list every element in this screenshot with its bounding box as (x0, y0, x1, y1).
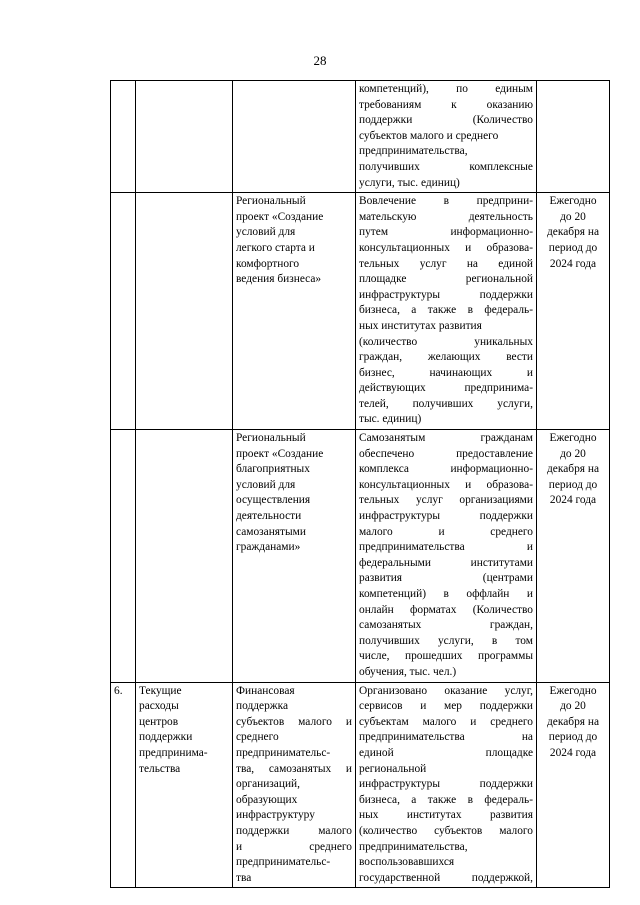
project-line: тва, самозанятых и (236, 762, 352, 775)
result-line: требованиям к оказанию (359, 98, 533, 111)
term-line: декабря на (547, 715, 599, 728)
result-line: тельных услуг на единой (359, 257, 533, 270)
result-line: (количество субъектов малого (359, 824, 533, 837)
project-line: условий для (236, 226, 296, 239)
project-line: Региональный (236, 432, 306, 445)
result-line: тыс. единиц) (359, 413, 422, 426)
project-line: благоприятных (236, 463, 310, 476)
table-row (111, 193, 610, 430)
result-line: предпринимательства и (359, 541, 533, 554)
term-cell (537, 193, 610, 430)
term-line: Ежегодно (549, 684, 597, 697)
table-row (111, 430, 610, 683)
project-cell (233, 430, 356, 683)
table-row (111, 81, 610, 193)
result-line: тельных услуг организациями (359, 494, 533, 507)
result-line: субъектов малого и среднего (359, 129, 499, 142)
result-cell (356, 81, 537, 193)
term-line: период до (548, 241, 598, 254)
item-line: поддержки (139, 731, 193, 744)
item-cell (136, 682, 233, 888)
project-line: комфортного (236, 257, 300, 270)
result-line: предпринимательства, (359, 840, 468, 853)
project-line: и среднего (236, 840, 352, 853)
result-line: ных институтах развития (359, 809, 533, 822)
item-line: Текущие (139, 684, 182, 697)
project-cell (233, 682, 356, 888)
project-line: Региональный (236, 195, 306, 208)
result-line: единой площадке (359, 746, 533, 759)
item-line: тельства (139, 762, 181, 775)
row-number-cell (111, 81, 136, 193)
term-line: Ежегодно (549, 432, 597, 445)
project-line: ведения бизнеса» (236, 273, 322, 286)
project-line: самозанятыми (236, 525, 306, 538)
result-line: инфраструктуры поддержки (359, 510, 533, 523)
item-line: предпринима- (139, 746, 208, 759)
result-line: онлайн форматах (Количество (359, 603, 533, 616)
project-line: инфраструктуру (236, 809, 315, 822)
project-cell (233, 81, 356, 193)
result-cell (356, 430, 537, 683)
result-line: бизнес, начинающих и (359, 366, 533, 379)
result-line: консультационных и образова- (359, 241, 533, 254)
term-line: до 20 (560, 210, 586, 223)
result-line: федеральными институтами (359, 556, 533, 569)
result-line: комплекса информационно- (359, 463, 533, 476)
term-line: 2024 года (549, 257, 597, 270)
item-line: центров (139, 715, 179, 728)
result-line: обеспечено предоставление (359, 447, 533, 460)
term-line: период до (548, 731, 598, 744)
result-line: услуги, тыс. единиц) (359, 176, 460, 189)
project-line: образующих (236, 793, 298, 806)
project-line: проект «Создание (236, 210, 324, 223)
result-line: площадке региональной (359, 273, 533, 286)
result-line: получивших услуги, в том (359, 634, 533, 647)
page-number: 28 (313, 53, 327, 68)
result-line: воспользовавшихся (359, 856, 455, 869)
result-line: сервисов и мер поддержки (359, 700, 533, 713)
result-line: инфраструктуры поддержки (359, 778, 533, 791)
project-line: легкого старта и (236, 241, 315, 254)
result-line: предпринимательства, (359, 145, 468, 158)
table-row (111, 682, 610, 888)
result-line: получивших комплексные (359, 160, 533, 173)
result-line: предпринимательства на (359, 731, 533, 744)
project-line: деятельности (236, 510, 302, 523)
measures-table (110, 80, 610, 888)
result-line: бизнеса, а также в федераль- (359, 793, 533, 806)
result-line: путем информационно- (359, 226, 533, 239)
item-cell (136, 81, 233, 193)
result-line: Организовано оказание услуг, (359, 684, 533, 697)
project-line: субъектов малого и (236, 715, 352, 728)
term-line: декабря на (547, 226, 599, 239)
result-line: самозанятых граждан, (359, 619, 533, 632)
term-line: 2024 года (549, 746, 597, 759)
term-cell (537, 430, 610, 683)
project-line: Финансовая (236, 684, 295, 697)
result-line: региональной (359, 762, 427, 775)
item-cell (136, 193, 233, 430)
row-number-cell (111, 193, 136, 430)
term-line: до 20 (560, 447, 586, 460)
result-line: обучения, тыс. чел.) (359, 665, 457, 678)
result-cell (356, 682, 537, 888)
result-line: мательскую деятельность (359, 210, 533, 223)
result-cell (356, 193, 537, 430)
result-line: числе, прошедших программы (359, 650, 533, 663)
term-cell (537, 81, 610, 193)
result-line: компетенций), по единым (359, 83, 533, 95)
result-line: консультационных и образова- (359, 478, 533, 491)
row-number-cell (111, 430, 136, 683)
project-line: организаций, (236, 778, 300, 791)
result-line: граждан, желающих вести (359, 351, 533, 364)
term-cell (537, 682, 610, 888)
result-line: малого и среднего (359, 525, 533, 538)
project-line: гражданами» (236, 541, 301, 554)
result-line: инфраструктуры поддержки (359, 288, 533, 301)
result-line: телей, получивших услуги, (359, 397, 533, 410)
term-line: до 20 (560, 700, 586, 713)
term-line: 2024 года (549, 494, 597, 507)
project-line: проект «Создание (236, 447, 324, 460)
project-line: среднего (236, 731, 279, 744)
project-line: предпринимательс- (236, 856, 331, 869)
project-line: предпринимательс- (236, 746, 331, 759)
project-line: поддержки малого (236, 824, 352, 837)
result-line: субъектам малого и среднего (359, 715, 533, 728)
row-number-cell: 6. (111, 682, 136, 888)
project-line: осуществления (236, 494, 311, 507)
result-line: государственной поддержкой, (359, 871, 533, 884)
result-line: бизнеса, а также в федераль- (359, 304, 533, 317)
term-line: период до (548, 478, 598, 491)
item-cell (136, 430, 233, 683)
project-cell (233, 193, 356, 430)
term-line: декабря на (547, 463, 599, 476)
result-line: Самозанятым гражданам (359, 432, 533, 445)
item-line: расходы (139, 700, 179, 713)
result-line: поддержки (Количество (359, 114, 533, 127)
result-line: действующих предпринима- (359, 382, 533, 395)
term-line: Ежегодно (549, 195, 597, 208)
project-line: условий для (236, 478, 296, 491)
result-line: развития (центрами (359, 572, 533, 585)
project-line: поддержка (236, 700, 289, 713)
result-line: ных институтах развития (359, 319, 482, 332)
result-line: компетенций) в оффлайн и (359, 588, 533, 600)
project-line: тва (236, 871, 252, 884)
result-line: (количество уникальных (359, 335, 533, 348)
result-line: Вовлечение в предприни- (359, 195, 533, 208)
